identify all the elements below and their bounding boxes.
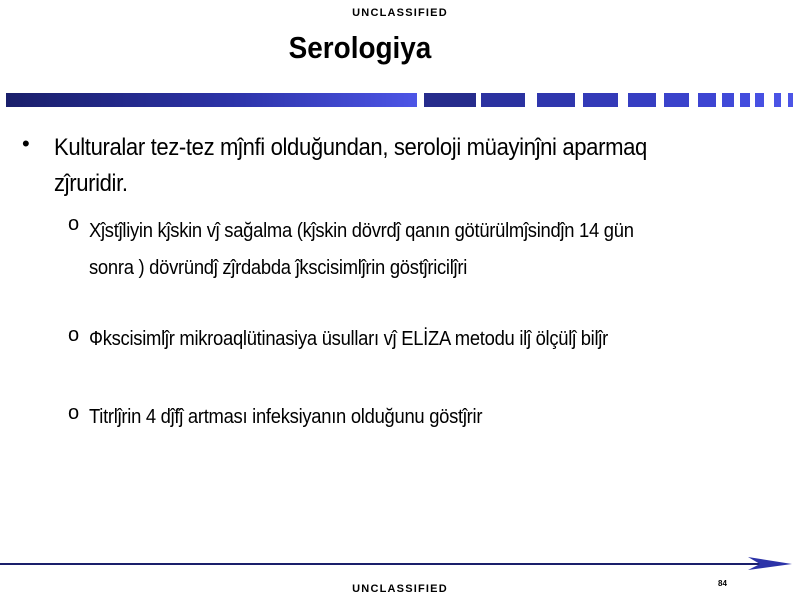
classification-footer: UNCLASSIFIED (352, 583, 448, 595)
bullet-marker: • (22, 131, 30, 156)
title-bar-segment (424, 93, 476, 107)
title-bar-segment (698, 93, 716, 107)
title-bar-segment (628, 93, 656, 107)
classification-header: UNCLASSIFIED (352, 7, 448, 19)
title-bar-segment (722, 93, 734, 107)
title-bar-segment (740, 93, 750, 107)
title-bar-segment (583, 93, 618, 107)
title-bar-decoration (0, 92, 800, 108)
title-bar-segment (537, 93, 575, 107)
sub-bullet-marker: o (68, 324, 80, 346)
sub-bullet-text: Фkscisimlĵr mikroaqlütinasiya üsulları vĵ ELİZA metodu ilĵ ölçülĵ bilĵr (89, 328, 608, 350)
footer-line-decoration (0, 555, 800, 575)
sub-bullet-text: Xĵstĵliyin kĵskin vĵ sağalma (kĵskin dövrdĵ qanın götürülmĵsindĵn 14 gün sonra ) dövründĵ zĵrdabda ĵkscisimlĵrin göstĵricilĵri (89, 220, 634, 279)
sub-bullet-marker: o (68, 213, 80, 235)
title-bar-segment (755, 93, 764, 107)
title-bar-segment (774, 93, 781, 107)
bullet-text: Kulturalar tez-tez mĵnfi olduğundan, seroloji müayinĵni aparmaq zĵruridir. (54, 134, 647, 197)
title-bar-segment (664, 93, 689, 107)
sub-bullet-marker: o (68, 402, 80, 424)
footer-rule (0, 563, 770, 565)
title-bar-main (6, 93, 417, 107)
title-bar-segment (481, 93, 525, 107)
sub-bullet-text: Titrlĵrin 4 dĵfĵ artması infeksiyanın olduğunu göstĵrir (89, 406, 483, 428)
page-number: 84 (718, 579, 727, 588)
slide-title: Serologiya (288, 30, 432, 65)
title-bar-segment (788, 93, 793, 107)
